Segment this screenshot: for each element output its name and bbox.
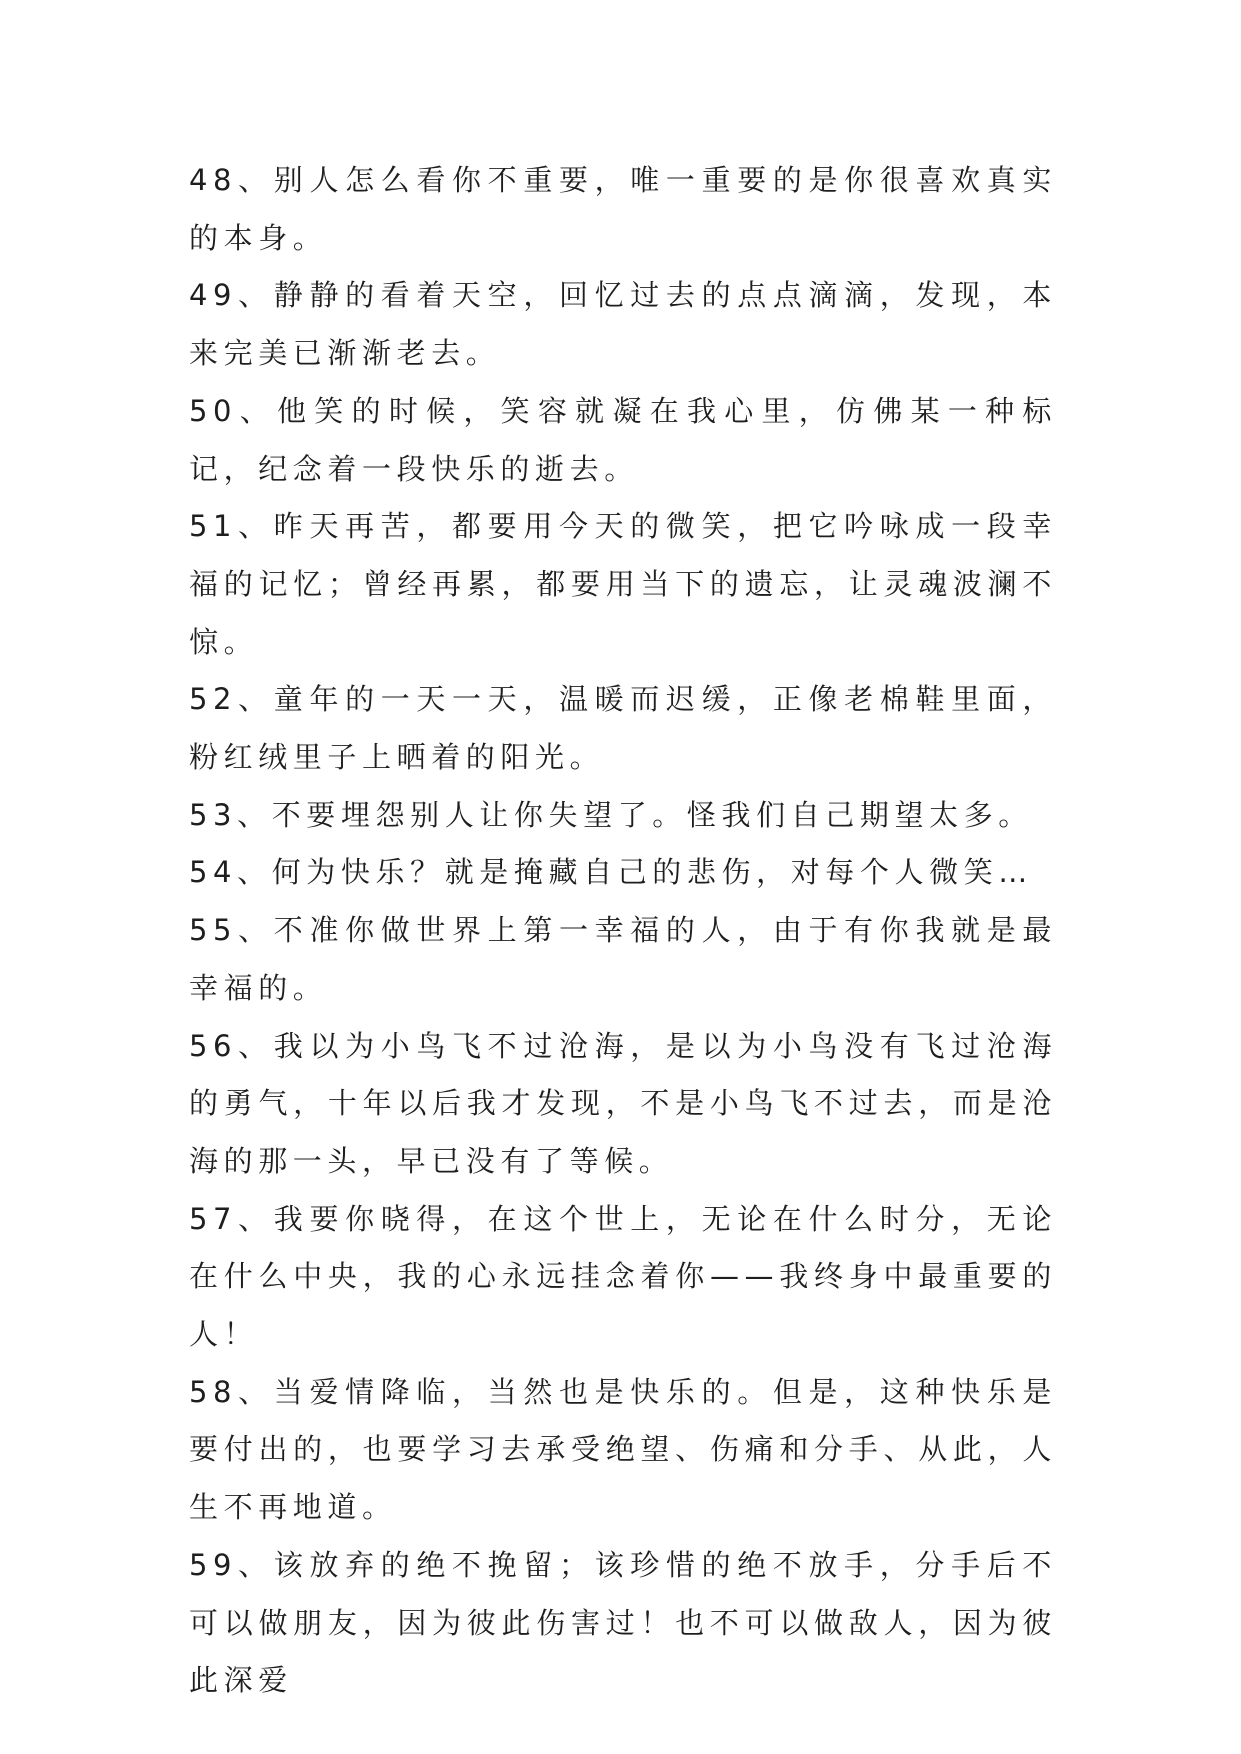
paragraph-49: 49、静静的看着天空，回忆过去的点点滴滴，发现，本来完美已渐渐老去。 (189, 278, 1057, 371)
paragraph-59: 59、该放弃的绝不挽留；该珍惜的绝不放手，分手后不可以做朋友，因为彼此伤害过！也不可以做敌人，因为彼此深爱 (189, 1547, 1057, 1698)
paragraph-48: 48、别人怎么看你不重要，唯一重要的是你很喜欢真实的本身。 (189, 163, 1057, 255)
paragraph-58: 58、当爱情降临，当然也是快乐的。但是，这种快乐是要付出的，也要学习去承受绝望、伤痛和分手、从此，人生不再地道。 (189, 1374, 1057, 1525)
paragraph-54: 54、何为快乐？就是掩藏自己的悲伤，对每个人微笑… (189, 855, 1033, 890)
paragraph-55: 55、不准你做世界上第一幸福的人，由于有你我就是最幸福的。 (189, 913, 1057, 1005)
paragraph-56: 56、我以为小鸟飞不过沧海，是以为小鸟没有飞过沧海的勇气，十年以后我才发现，不是小鸟飞不过去，而是沧海的那一头，早已没有了等候。 (189, 1028, 1057, 1178)
document-body (189, 152, 1057, 1710)
paragraph-52: 52、童年的一天一天，温暖而迟缓，正像老棉鞋里面，粉红绒里子上晒着的阳光。 (189, 682, 1057, 775)
paragraph-53: 53、不要埋怨别人让你失望了。怪我们自己期望太多。 (189, 797, 1033, 832)
paragraph-50: 50、他笑的时候，笑容就凝在我心里，仿佛某一种标记，纪念着一段快乐的逝去。 (189, 393, 1057, 486)
paragraph-51: 51、昨天再苦，都要用今天的微笑，把它吟咏成一段幸福的记忆；曾经再累，都要用当下的遗忘，让灵魂波澜不惊。 (189, 509, 1057, 659)
paragraph-57: 57、我要你晓得，在这个世上，无论在什么时分，无论在什么中央，我的心永远挂念着你——我终身中最重要的人！ (189, 1201, 1057, 1352)
